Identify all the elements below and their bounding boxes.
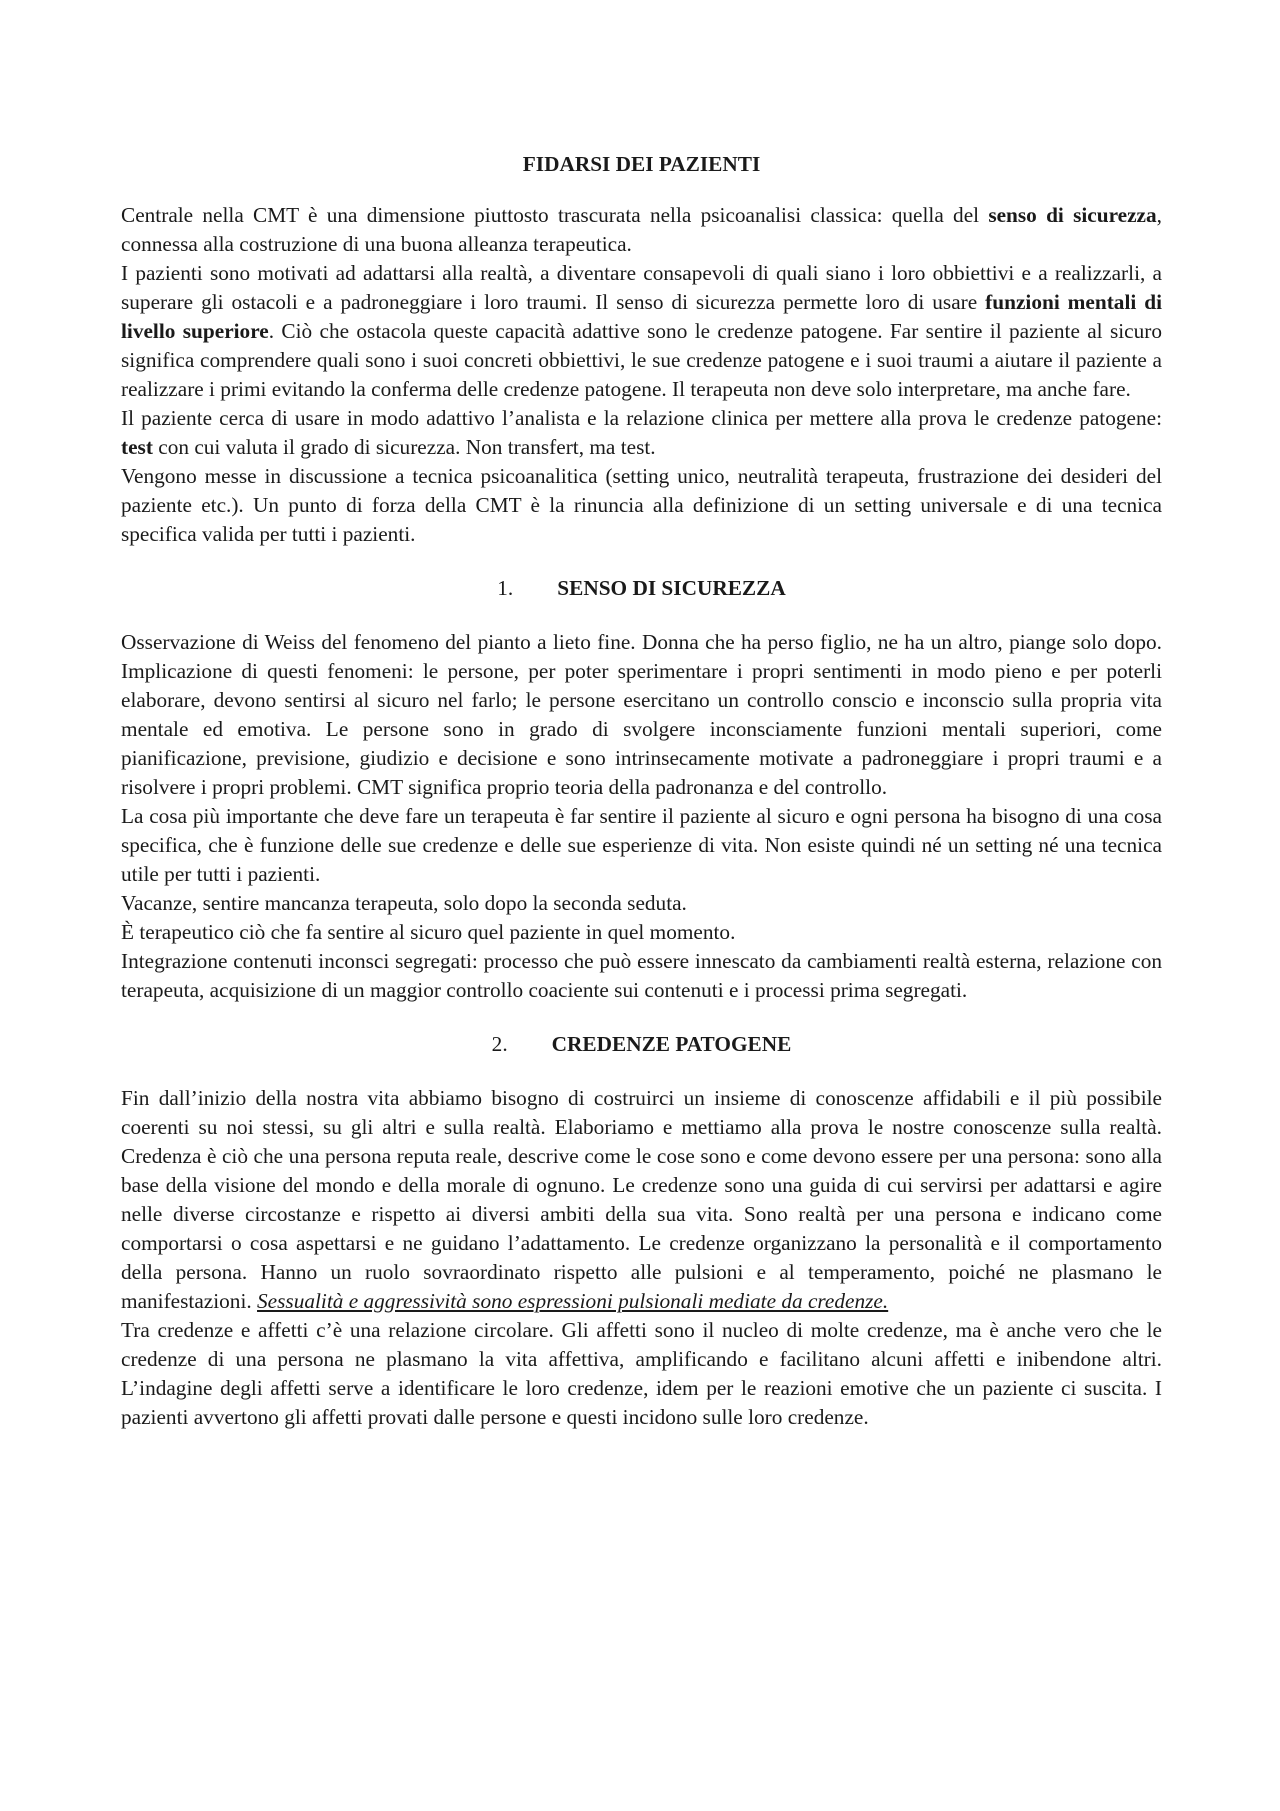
intro-paragraph-2 [121,259,1162,404]
section-2-p1-text: Fin dall’inizio della nostra vita abbiamo bisogno di costruirci un insieme di conoscenze affidabili e il più possibile coerenti su noi stessi, su gli altri e sulla realtà. Elaboriamo e mettiamo alla prova le nostre conoscenze sulla realtà. Credenza è ciò che una persona reputa reale, descrive come le cose sono e come devono essere per una persona: sono alla base della visione del mondo e della morale di ognuno. Le credenze sono una guida di cui servirsi per adattarsi e agire nelle diverse circostanze e rispetto ai diversi ambiti della sua vita. Sono realtà per una persona e indicano come comportarsi o cosa aspettarsi e ne guidano l’adattamento. Le credenze organizzano la personalità e il comportamento della persona. Hanno un ruolo sovraordinato rispetto alle pulsioni e al temperamento, poiché ne plasmano le manifestazioni. [121,1086,1162,1313]
intro-p3-text-1: Il paziente cerca di usare in modo adattivo l’analista e la relazione clinica per mettere alla prova le credenze patogene: [121,406,1162,430]
intro-paragraph-3 [121,404,1162,462]
intro-p1-bold: senso di sicurezza [988,203,1157,227]
intro-p1-text-1: Centrale nella CMT è una dimensione piuttosto trascurata nella psicoanalisi classica: quella del [121,203,989,227]
section-1-paragraph-4: È terapeutico ciò che fa sentire al sicuro quel paziente in quel momento. [121,920,736,944]
intro-p3-text-2: con cui valuta il grado di sicurezza. Non transfert, ma test. [152,435,656,459]
intro-paragraph-1 [121,201,1162,259]
section-2-heading [121,1030,1162,1059]
section-1-title: SENSO DI SICUREZZA [557,576,786,600]
section-2-paragraph-2: Tra credenze e affetti c’è una relazione circolare. Gli affetti sono il nucleo di molte credenze, ma è anche vero che le credenze di una persona ne plasmano la vita affettiva, amplificando e facilitano alcuni affetti e inibendone altri. L’indagine degli affetti serve a identificare le loro credenze, idem per le reazioni emotive che un paziente ci suscita. I pazienti avvertono gli affetti provati dalle persone e questi incidono sulle loro credenze. [121,1318,1162,1429]
section-2-paragraph-1 [121,1084,1162,1316]
section-1-paragraph-2: La cosa più importante che deve fare un terapeuta è far sentire il paziente al sicuro e ogni persona ha bisogno di una cosa specifica, che è funzione delle sue credenze e delle sue esperienze di vita. Non esiste quindi né un setting né una tecnica utile per tutti i pazienti. [121,804,1162,886]
section-2-number: 2. [491,1032,508,1056]
intro-p2-text-2: . Ciò che ostacola queste capacità adattive sono le credenze patogene. Far sentire il paziente al sicuro significa comprendere quali sono i suoi concreti obbiettivi, le sue credenze patogene e i suoi traumi a aiutare il paziente a realizzare i primi evitando la conferma delle credenze patogene. Il terapeuta non deve solo interpretare, ma anche fare. [121,319,1162,401]
intro-p2-bold: funzioni mentali di livello superiore [121,290,1162,343]
section-2-p1-underlined: Sessualità e aggressività sono espressioni pulsionali mediate da credenze. [257,1289,889,1313]
section-1-number: 1. [497,576,514,600]
intro-paragraph-4: Vengono messe in discussione a tecnica psicoanalitica (setting unico, neutralità terapeuta, frustrazione dei desideri del paziente etc.). Un punto di forza della CMT è la rinuncia alla definizione di un setting universale e di una tecnica specifica valida per tutti i pazienti. [121,464,1162,546]
intro-p2-text-1: I pazienti sono motivati ad adattarsi alla realtà, a diventare consapevoli di quali siano i loro obbiettivi e a realizzarli, a superare gli ostacoli e a padroneggiare i loro traumi. Il senso di sicurezza permette loro di usare [121,261,1162,314]
section-1-paragraph-3: Vacanze, sentire mancanza terapeuta, solo dopo la seconda seduta. [121,891,687,915]
document-title: FIDARSI DEI PAZIENTI [522,152,761,176]
section-1-paragraph-1: Osservazione di Weiss del fenomeno del pianto a lieto fine. Donna che ha perso figlio, ne ha un altro, piange solo dopo. Implicazione di questi fenomeni: le persone, per poter sperimentare i propri sentimenti in modo pieno e per poterli elaborare, devono sentirsi al sicuro nel farlo; le persone esercitano un controllo conscio e inconscio sulla propria vita mentale ed emotiva. Le persone sono in grado di svolgere inconsciamente funzioni mentali superiori, come pianificazione, previsione, giudizio e decisione e sono intrinsecamente motivate a padroneggiare i propri traumi e a risolvere i propri problemi. CMT significa proprio teoria della padronanza e del controllo. [121,630,1162,799]
document-body [121,150,1162,1432]
section-2-title: CREDENZE PATOGENE [551,1032,792,1056]
intro-p3-bold: test [121,435,153,459]
section-1-paragraph-5: Integrazione contenuti inconsci segregati: processo che può essere innescato da cambiamenti realtà esterna, relazione con terapeuta, acquisizione di un maggior controllo coaciente sui contenuti e i processi prima segregati. [121,949,1162,1002]
section-1-heading [121,574,1162,603]
intro-p1-text-2: , connessa alla costruzione di una buona alleanza terapeutica. [121,203,1162,256]
